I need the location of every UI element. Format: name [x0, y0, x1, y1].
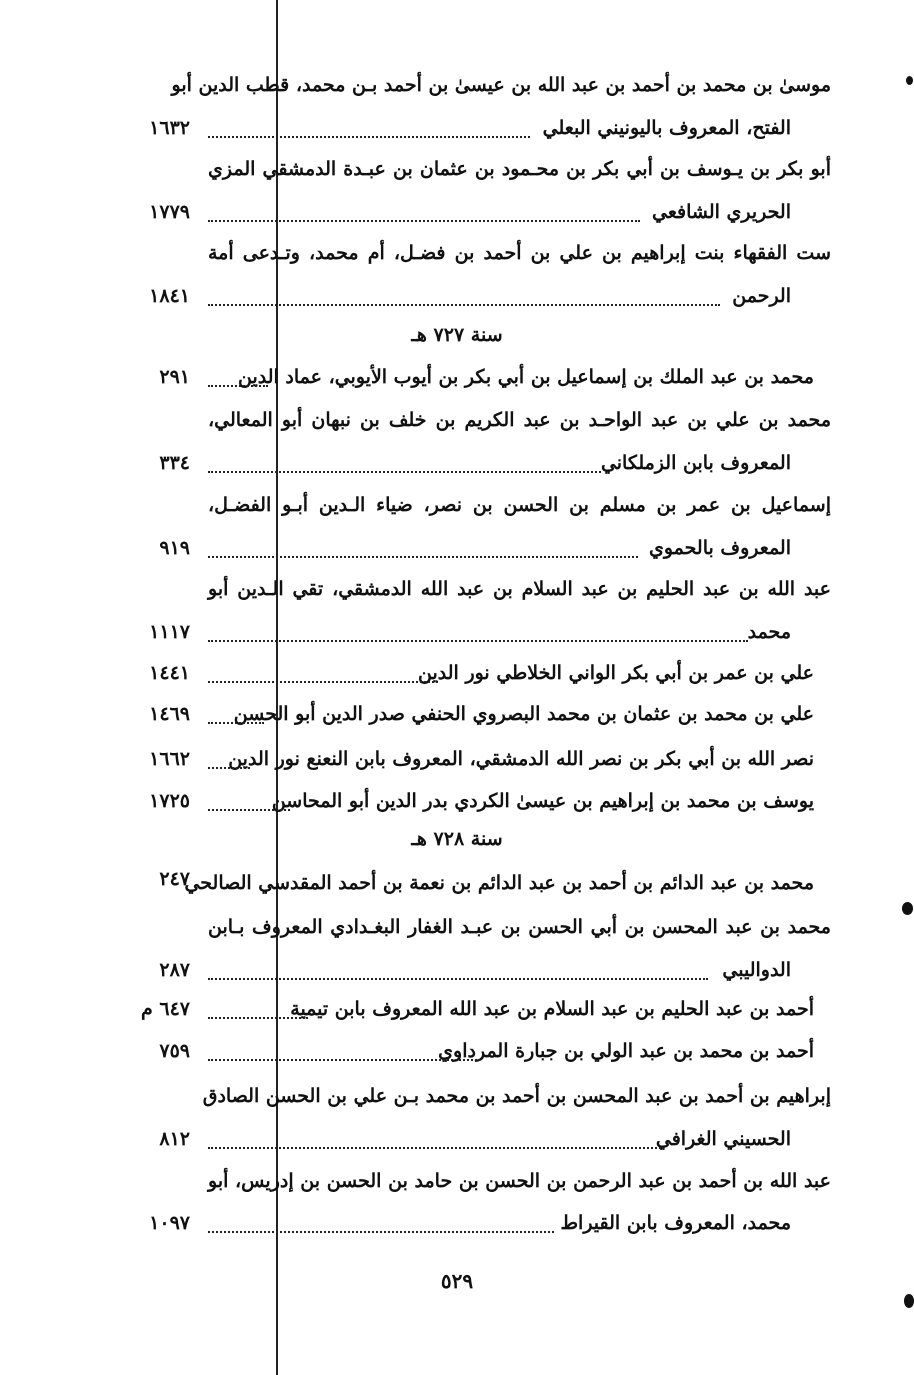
- year-heading: سنة ٧٢٧ هـ: [411, 324, 503, 346]
- entry-name-continuation: الرحمن: [732, 285, 791, 307]
- entry-name-continuation: محمد: [747, 621, 791, 643]
- entry-name-continuation: المعروف بابن الزملكاني: [600, 452, 791, 474]
- leader-dots: [208, 556, 638, 558]
- entry-name-line: أحمد بن محمد بن عبد الولي بن جبارة المرداوي: [438, 1040, 814, 1062]
- entry-number: ١٠٩٧: [149, 1212, 190, 1234]
- year-heading: سنة ٧٢٨ هـ: [411, 828, 503, 850]
- entry-name-continuation: المعروف بالحموي: [649, 537, 791, 559]
- leader-dots: [208, 978, 708, 980]
- entry-number: ٢٤٧: [159, 868, 190, 890]
- entry-name-line: محمد بن علي بن عبد الواحـد بن عبد الكريم بن خلف بن نبهان أبو المعالي،: [208, 409, 831, 431]
- entry-name-line: إبراهيم بن أحمد بن عبد المحسن بن أحمد بن محمد بـن علي بن الحسن الصادق: [202, 1085, 831, 1107]
- leader-dots: [208, 767, 250, 769]
- entry-number: ٨١٢: [159, 1128, 190, 1150]
- leader-dots: [208, 1231, 554, 1233]
- scan-mark: [902, 902, 913, 915]
- entry-name-line: إسماعيل بن عمر بن مسلم بن الحسن بن نصر، ضياء الـدين أبـو الفضـل،: [208, 494, 831, 516]
- entry-name-continuation: الدواليبي: [722, 959, 791, 981]
- scan-mark: [906, 76, 913, 85]
- leader-dots: [208, 1017, 308, 1019]
- leader-dots: [208, 681, 438, 683]
- entry-name-line: عبد الله بن أحمد بن عبد الرحمن بن الحسن بن حامد بن الحسن بن إدريس، أبو: [208, 1170, 831, 1192]
- entry-name-line: عبد الله بن عبد الحليم بن عبد السلام بن عبد الله الدمشقي، تقي الـدين أبو: [208, 578, 831, 600]
- entry-number: ٢٩١: [159, 366, 190, 388]
- entry-number: ١٦٦٢: [149, 748, 190, 770]
- entry-name-continuation: محمد، المعروف بابن القيراط: [560, 1212, 791, 1234]
- entry-number: ١٨٤١: [149, 285, 190, 307]
- entry-number: ٣٣٤: [159, 452, 190, 474]
- leader-dots: [208, 640, 748, 642]
- leader-dots: [208, 1147, 664, 1149]
- entry-number: ١٧٢٥: [149, 790, 190, 812]
- entry-number: ١٧٧٩: [149, 201, 190, 223]
- entry-number: ٧٥٩: [159, 1040, 190, 1062]
- leader-dots: [208, 304, 720, 306]
- entry-name-line: يوسف بن محمد بن إبراهيم بن عيسىٰ الكردي بدر الدين أبو المحاسن: [271, 790, 814, 812]
- leader-dots: [208, 471, 601, 473]
- entry-name-continuation: الحسيني الغرافي: [655, 1128, 791, 1150]
- entry-name-line: علي بن عمر بن أبي بكر الواني الخلاطي نور الدين: [418, 662, 814, 684]
- entry-name-line: محمد بن عبد الملك بن إسماعيل بن أبي بكر بن أيوب الأيوبي، عماد الدين: [237, 366, 814, 388]
- entry-name-line: أحمد بن عبد الحليم بن عبد السلام بن عبد الله المعروف بابن تيمية: [290, 998, 814, 1020]
- entry-number: ٦٤٧ م: [140, 998, 190, 1020]
- entry-number: ١١١٧: [149, 621, 190, 643]
- leader-dots: [208, 722, 264, 724]
- entry-name-line: محمد بن عبد الدائم بن أحمد بن عبد الدائم بن نعمة بن أحمد المقدسي الصالحي: [184, 872, 814, 894]
- scan-mark: [904, 1294, 914, 1308]
- entry-name-line: علي بن محمد بن عثمان بن محمد البصروي الحنفي صدر الدين أبو الحسن: [233, 703, 814, 725]
- leader-dots: [208, 136, 530, 138]
- leader-dots: [208, 385, 268, 387]
- entry-number: ٩١٩: [159, 537, 190, 559]
- entry-name-line: نصر الله بن أبي بكر بن نصر الله الدمشقي، المعروف بابن النعنع نور الدين: [228, 748, 814, 770]
- entry-number: ١٦٣٢: [149, 117, 190, 139]
- entry-name-line: أبو بكر بن يـوسف بن أبي بكر بن محـمود بن عثمان بن عبـدة الدمشقي المزي: [208, 158, 831, 180]
- entry-name-line: موسىٰ بن محمد بن أحمد بن عبد الله بن عيسىٰ بن أحمد بـن محمد، قطب الدين أبو: [171, 74, 831, 96]
- entry-name-continuation: الحريري الشافعي: [652, 201, 791, 223]
- leader-dots: [208, 1059, 480, 1061]
- page-number: ٥٢٩: [440, 1269, 474, 1293]
- leader-dots: [208, 220, 640, 222]
- entry-name-line: محمد بن عبد المحسن بن أبي الحسن بن عبـد الغفار البغـدادي المعروف بـابن: [208, 916, 831, 938]
- entry-number: ١٤٤١: [149, 662, 190, 684]
- entry-number: ١٤٦٩: [149, 703, 190, 725]
- entry-name-continuation: الفتح، المعروف باليونيني البعلي: [542, 117, 791, 139]
- entry-number: ٢٨٧: [159, 959, 190, 981]
- entry-name-line: ست الفقهاء بنت إبراهيم بن علي بن أحمد بن فضـل، أم محمد، وتـدعى أمة: [208, 242, 831, 264]
- leader-dots: [208, 809, 290, 811]
